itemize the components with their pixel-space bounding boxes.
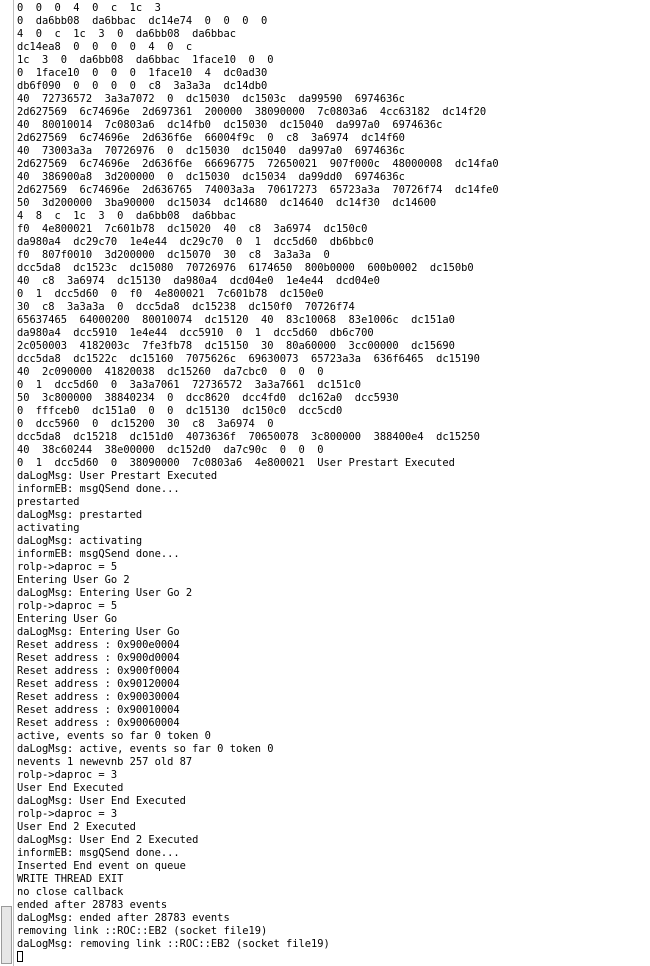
- terminal-line: 0 1 dcc5d60 0 3a3a7061 72736572 3a3a7661 dc151c0: [17, 379, 362, 391]
- terminal-line: 0 1 dcc5d60 0 f0 4e800021 7c601b78 dc150e0: [17, 288, 324, 300]
- terminal-line: User End 2 Executed: [17, 821, 136, 833]
- terminal-line: Reset address : 0x90060004: [17, 717, 180, 729]
- terminal-line: active, events so far 0 token 0: [17, 730, 211, 742]
- terminal-line: Entering User Go: [17, 613, 118, 625]
- terminal-line: 2d627569 6c74696e 2d636f6e 66004f9c 0 c8 3a6974 dc14f60: [17, 132, 405, 144]
- terminal-line: removing link ::ROC::EB2 (socket file19): [17, 925, 268, 937]
- scrollbar[interactable]: [0, 0, 14, 966]
- terminal-line: ended after 28783 events: [17, 899, 168, 911]
- prompt-line[interactable]: [17, 951, 650, 964]
- terminal-line: no close callback: [17, 886, 124, 898]
- terminal-line: rolp->daproc = 5: [17, 600, 118, 612]
- terminal-line: informEB: msgQSend done...: [17, 548, 180, 560]
- terminal-line: User End Executed: [17, 782, 124, 794]
- terminal-line: rolp->daproc = 5: [17, 561, 118, 573]
- terminal-line: daLogMsg: ended after 28783 events: [17, 912, 230, 924]
- terminal-line: 4 0 c 1c 3 0 da6bb08 da6bbac: [17, 28, 236, 40]
- terminal-line: 4 8 c 1c 3 0 da6bb08 da6bbac: [17, 210, 236, 222]
- terminal-line: 0 fffceb0 dc151a0 0 0 dc15130 dc150c0 dcc5cd0: [17, 405, 343, 417]
- terminal-line: 0 1 dcc5d60 0 38090000 7c0803a6 4e800021 User Prestart Executed: [17, 457, 455, 469]
- terminal-line: rolp->daproc = 3: [17, 769, 118, 781]
- terminal-line: f0 4e800021 7c601b78 dc15020 40 c8 3a6974 dc150c0: [17, 223, 368, 235]
- terminal-line: 50 3c800000 38840234 0 dcc8620 dcc4fd0 dc162a0 dcc5930: [17, 392, 399, 404]
- terminal-line: dcc5da8 dc15218 dc151d0 4073636f 70650078 3c800000 388400e4 dc15250: [17, 431, 480, 443]
- terminal-line: daLogMsg: User End 2 Executed: [17, 834, 199, 846]
- terminal-line: prestarted: [17, 496, 80, 508]
- terminal-line: rolp->daproc = 3: [17, 808, 118, 820]
- terminal-line: WRITE THREAD EXIT: [17, 873, 124, 885]
- terminal-line: 30 c8 3a3a3a 0 dcc5da8 dc15238 dc150f0 70726f74: [17, 301, 355, 313]
- terminal-line: da980a4 dcc5910 1e4e44 dcc5910 0 1 dcc5d60 db6c700: [17, 327, 374, 339]
- terminal-line: activating: [17, 522, 80, 534]
- terminal-line: informEB: msgQSend done...: [17, 483, 180, 495]
- terminal-line: 40 38c60244 38e00000 dc152d0 da7c90c 0 0 0: [17, 444, 324, 456]
- terminal-line: Reset address : 0x90030004: [17, 691, 180, 703]
- terminal-line: 40 73003a3a 70726976 0 dc15030 dc15040 da997a0 6974636c: [17, 145, 405, 157]
- terminal-line: 0 dcc5960 0 dc15200 30 c8 3a6974 0: [17, 418, 274, 430]
- terminal-line: 2d627569 6c74696e 2d697361 200000 38090000 7c0803a6 4cc63182 dc14f20: [17, 106, 487, 118]
- terminal-line: 2c050003 4182003c 7fe3fb78 dc15150 30 80a60000 3cc00000 dc15690: [17, 340, 455, 352]
- terminal-line: daLogMsg: removing link ::ROC::EB2 (socket file19): [17, 938, 330, 950]
- terminal-line: 40 80010014 7c0803a6 dc14fb0 dc15030 dc15040 da997a0 6974636c: [17, 119, 443, 131]
- cursor-icon: [17, 951, 23, 962]
- terminal-line: Entering User Go 2: [17, 574, 130, 586]
- terminal-line: 0 da6bb08 da6bbac dc14e74 0 0 0 0: [17, 15, 268, 27]
- terminal-line: 0 0 0 4 0 c 1c 3: [17, 2, 161, 14]
- terminal-line: daLogMsg: active, events so far 0 token 0: [17, 743, 274, 755]
- terminal-line: 0 1face10 0 0 0 1face10 4 dc0ad30: [17, 67, 268, 79]
- terminal-line: daLogMsg: activating: [17, 535, 143, 547]
- terminal-line: Reset address : 0x900d0004: [17, 652, 180, 664]
- terminal-line: 50 3d200000 3ba90000 dc15034 dc14680 dc14640 dc14f30 dc14600: [17, 197, 437, 209]
- terminal-line: 2d627569 6c74696e 2d636765 74003a3a 70617273 65723a3a 70726f74 dc14fe0: [17, 184, 499, 196]
- terminal-line: Reset address : 0x90120004: [17, 678, 180, 690]
- terminal-line: dcc5da8 dc1522c dc15160 7075626c 69630073 65723a3a 636f6465 dc15190: [17, 353, 480, 365]
- terminal-line: da980a4 dc29c70 1e4e44 dc29c70 0 1 dcc5d60 db6bbc0: [17, 236, 374, 248]
- terminal-line: 1c 3 0 da6bb08 da6bbac 1face10 0 0: [17, 54, 274, 66]
- terminal-line: f0 807f0010 3d200000 dc15070 30 c8 3a3a3a 0: [17, 249, 330, 261]
- terminal-line: 2d627569 6c74696e 2d636f6e 66696775 72650021 907f000c 48000008 dc14fa0: [17, 158, 499, 170]
- terminal-line: db6f090 0 0 0 0 c8 3a3a3a dc14db0: [17, 80, 268, 92]
- terminal-line: 40 c8 3a6974 dc15130 da980a4 dcd04e0 1e4e44 dcd04e0: [17, 275, 380, 287]
- terminal-line: Reset address : 0x90010004: [17, 704, 180, 716]
- scrollbar-thumb[interactable]: [1, 906, 12, 964]
- terminal-line: daLogMsg: Entering User Go: [17, 626, 180, 638]
- terminal-line: informEB: msgQSend done...: [17, 847, 180, 859]
- terminal-output: [17, 2, 650, 951]
- terminal-line: daLogMsg: User End Executed: [17, 795, 186, 807]
- terminal-line: daLogMsg: User Prestart Executed: [17, 470, 218, 482]
- terminal-line: 40 2c090000 41820038 dc15260 da7cbc0 0 0 0: [17, 366, 324, 378]
- terminal-line: dcc5da8 dc1523c dc15080 70726976 6174650 800b0000 600b0002 dc150b0: [17, 262, 474, 274]
- terminal-line: Reset address : 0x900e0004: [17, 639, 180, 651]
- terminal-line: Reset address : 0x900f0004: [17, 665, 180, 677]
- terminal-line: daLogMsg: Entering User Go 2: [17, 587, 193, 599]
- terminal-line: 40 72736572 3a3a7072 0 dc15030 dc1503c da99590 6974636c: [17, 93, 405, 105]
- terminal-line: daLogMsg: prestarted: [17, 509, 143, 521]
- terminal-line: dc14ea8 0 0 0 0 4 0 c: [17, 41, 193, 53]
- terminal-line: 40 386900a8 3d200000 0 dc15030 dc15034 da99dd0 6974636c: [17, 171, 405, 183]
- terminal-line: Inserted End event on queue: [17, 860, 186, 872]
- terminal-line: 65637465 64000200 80010074 dc15120 40 83c10068 83e1006c dc151a0: [17, 314, 455, 326]
- terminal-line: nevents 1 newevnb 257 old 87: [17, 756, 193, 768]
